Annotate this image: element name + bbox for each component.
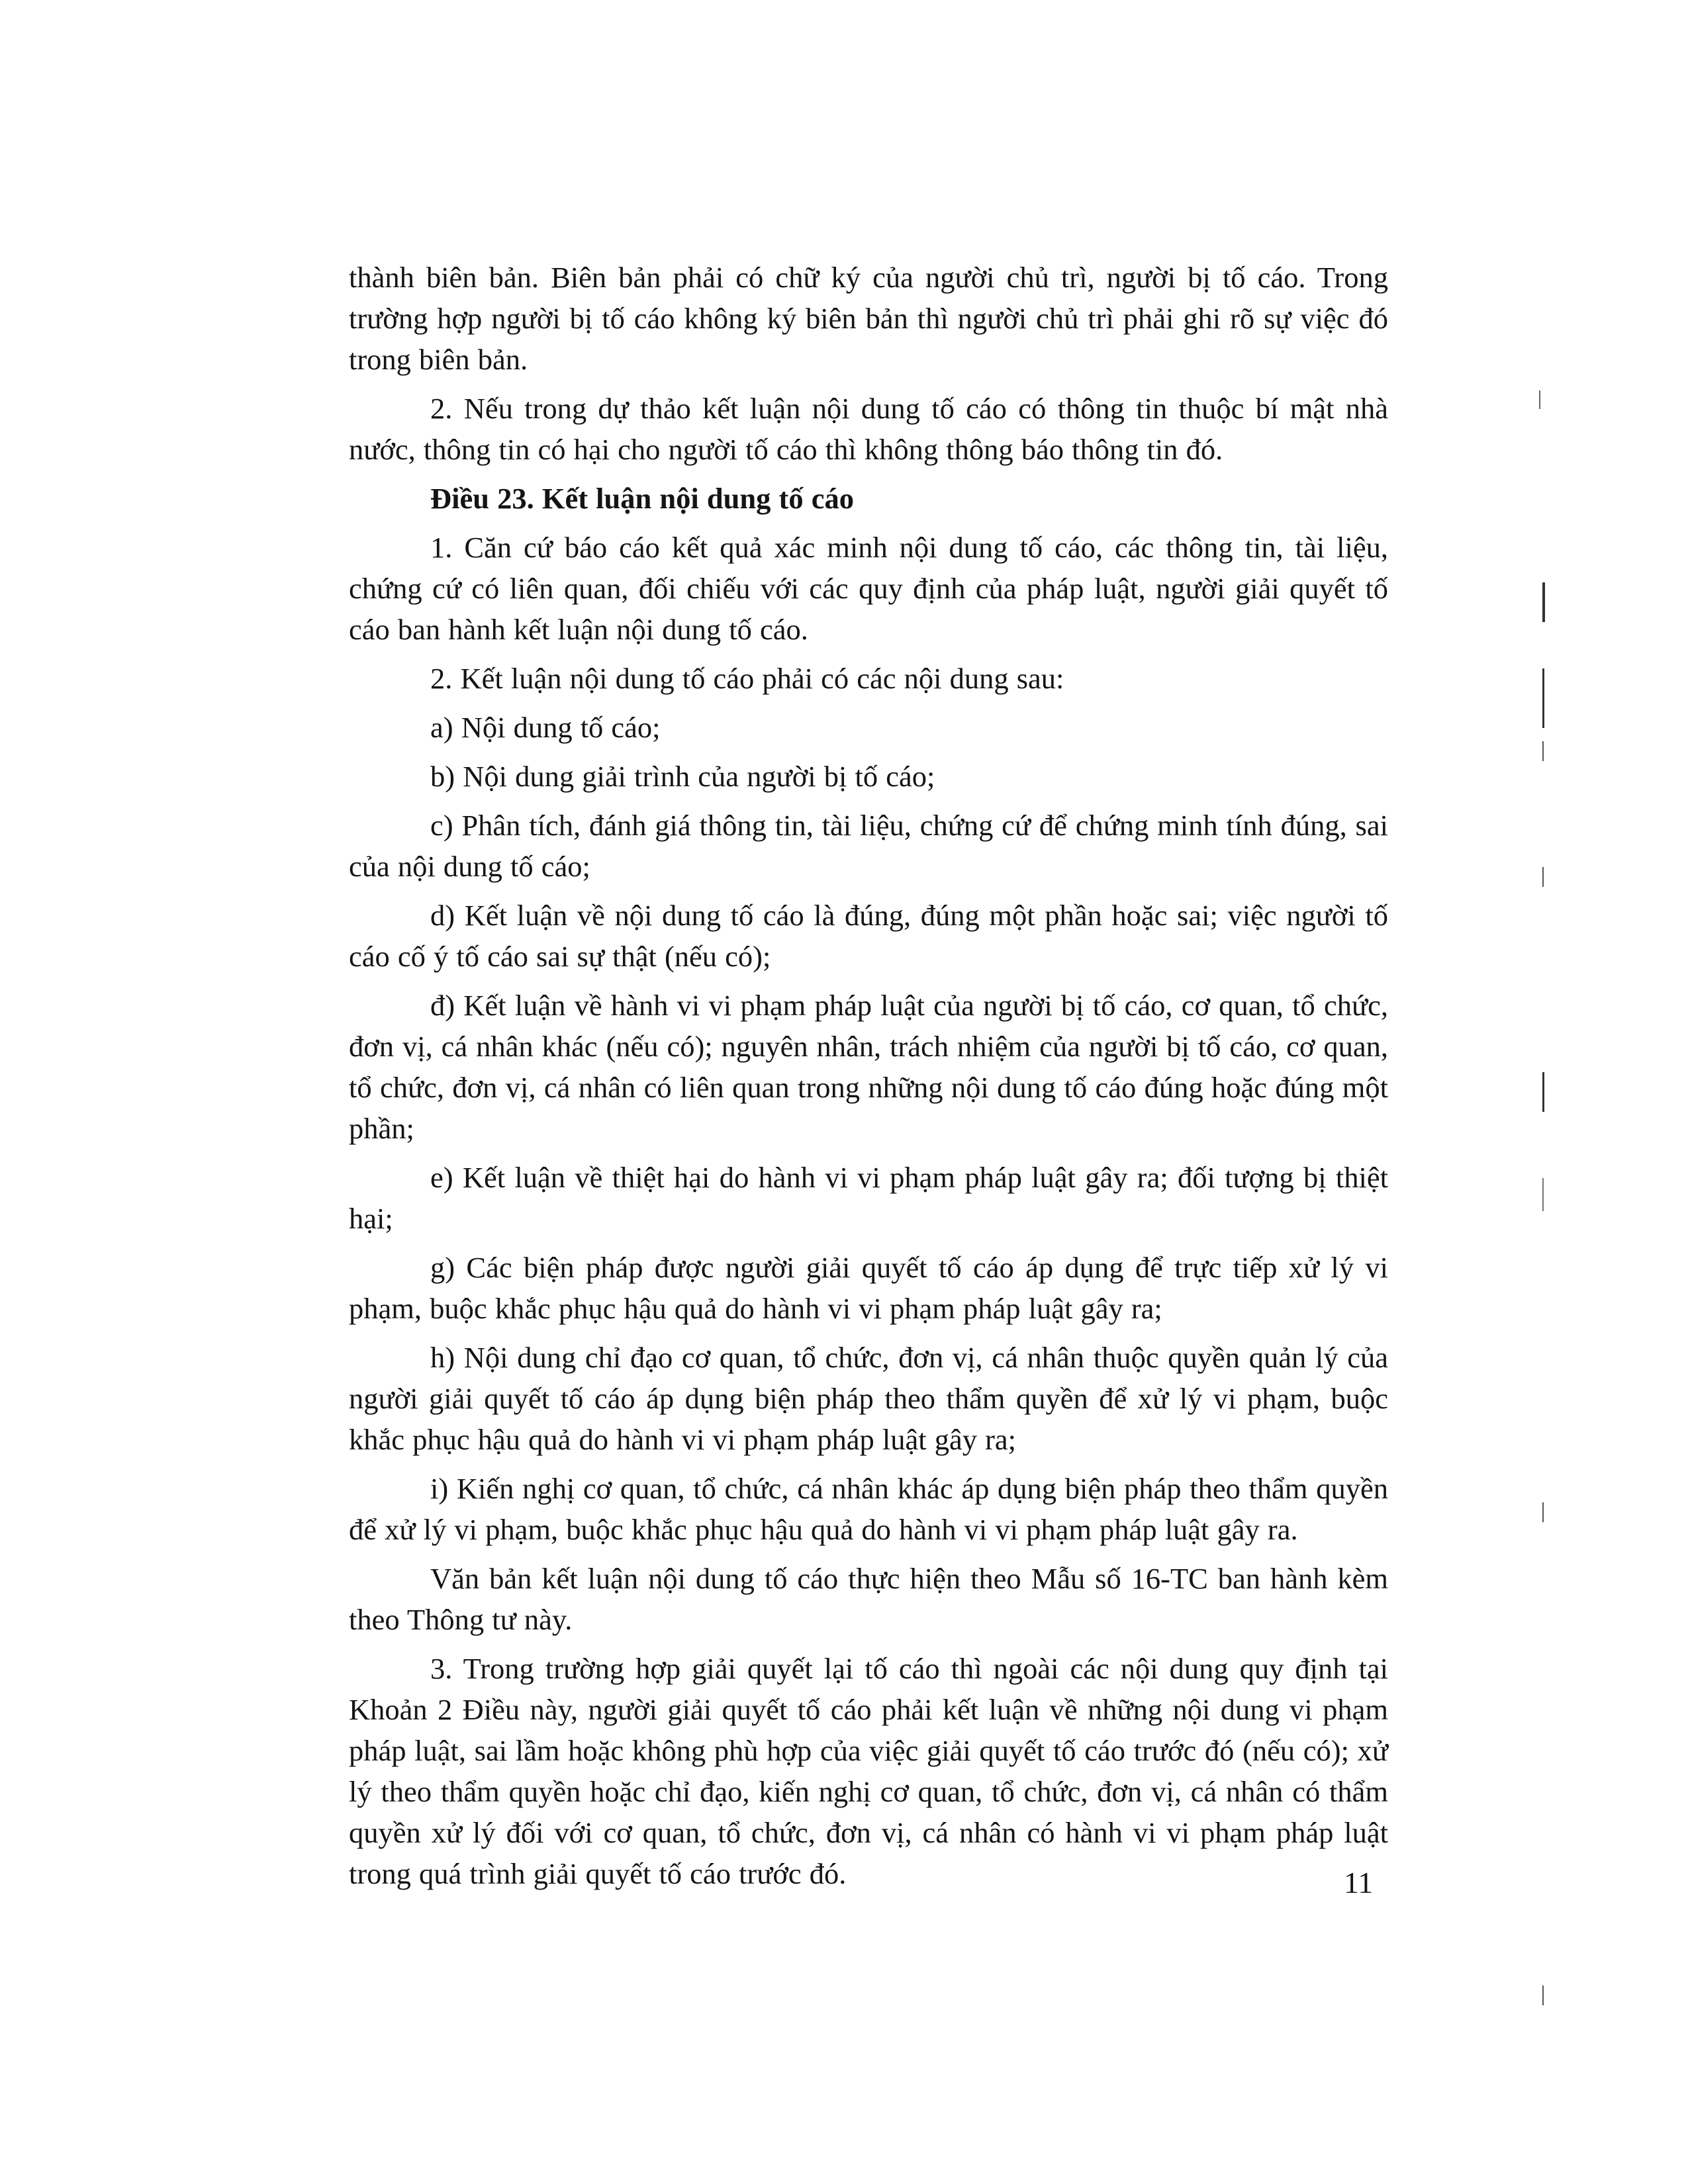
item-e: e) Kết luận về thiệt hại do hành vi vi phạm pháp luật gây ra; đối tượng bị thiệt hại; xyxy=(349,1161,1388,1235)
article-23-heading: Điều 23. Kết luận nội dung tố cáo xyxy=(430,482,854,515)
scan-artifact xyxy=(1542,1072,1544,1112)
scan-artifact xyxy=(1542,1985,1544,2005)
item-h: h) Nội dung chỉ đạo cơ quan, tổ chức, đơn vị, cá nhân thuộc quyền quản lý của người giải quyết tố cáo áp dụng biện pháp theo thẩm quyền để xử lý vi phạm, buộc khắc phục hậu quả do hành vi vi phạm pháp luật gây ra; xyxy=(349,1341,1388,1456)
item-c: c) Phân tích, đánh giá thông tin, tài liệu, chứng cứ để chứng minh tính đúng, sai của nội dung tố cáo; xyxy=(349,809,1388,883)
paragraph-state-secret: 2. Nếu trong dự thảo kết luận nội dung tố cáo có thông tin thuộc bí mật nhà nước, thông tin có hại cho người tố cáo thì không thông báo thông tin đó. xyxy=(349,392,1388,466)
document-body xyxy=(349,257,1388,1902)
item-b: b) Nội dung giải trình của người bị tố cáo; xyxy=(430,760,935,793)
item-dd: đ) Kết luận về hành vi vi phạm pháp luật của người bị tố cáo, cơ quan, tổ chức, đơn vị, cá nhân khác (nếu có); nguyên nhân, trách nhiệm của người bị tố cáo, cơ quan, tổ chức, đơn vị, cá nhân có liên quan trong những nội dung tố cáo đúng hoặc đúng một phần; xyxy=(349,989,1388,1145)
scan-artifact xyxy=(1542,867,1544,887)
scan-artifact xyxy=(1542,1178,1544,1211)
item-i: i) Kiến nghị cơ quan, tổ chức, cá nhân khác áp dụng biện pháp theo thẩm quyền để xử lý vi phạm, buộc khắc phục hậu quả do hành vi vi phạm pháp luật gây ra. xyxy=(349,1472,1388,1546)
item-a: a) Nội dung tố cáo; xyxy=(430,711,661,744)
clause-1: 1. Căn cứ báo cáo kết quả xác minh nội dung tố cáo, các thông tin, tài liệu, chứng cứ có liên quan, đối chiếu với các quy định của pháp luật, người giải quyết tố cáo ban hành kết luận nội dung tố cáo. xyxy=(349,531,1388,646)
clause-3: 3. Trong trường hợp giải quyết lại tố cáo thì ngoài các nội dung quy định tại Khoản 2 Điều này, người giải quyết tố cáo phải kết luận về những nội dung vi phạm pháp luật, sai lầm hoặc không phù hợp của việc giải quyết tố cáo trước đó (nếu có); xử lý theo thẩm quyền hoặc chỉ đạo, kiến nghị cơ quan, tổ chức, đơn vị, cá nhân có thẩm quyền xử lý đối với cơ quan, tổ chức, đơn vị, cá nhân có hành vi vi phạm pháp luật trong quá trình giải quyết tố cáo trước đó. xyxy=(349,1652,1388,1890)
item-g: g) Các biện pháp được người giải quyết tố cáo áp dụng để trực tiếp xử lý vi phạm, buộc khắc phục hậu quả do hành vi vi phạm pháp luật gây ra; xyxy=(349,1251,1388,1325)
scan-artifact xyxy=(1542,1502,1544,1522)
paragraph-record-signature: thành biên bản. Biên bản phải có chữ ký của người chủ trì, người bị tố cáo. Trong trường hợp người bị tố cáo không ký biên bản thì người chủ trì phải ghi rõ sự việc đó trong biên bản. xyxy=(349,261,1388,376)
scan-artifact xyxy=(1542,668,1544,728)
clause-2: 2. Kết luận nội dung tố cáo phải có các nội dung sau: xyxy=(430,662,1064,695)
scan-artifact xyxy=(1542,741,1544,761)
page-number: 11 xyxy=(1344,1866,1374,1899)
scan-artifact xyxy=(1542,582,1545,622)
scan-artifact xyxy=(1539,390,1540,409)
template-reference: Văn bản kết luận nội dung tố cáo thực hiện theo Mẫu số 16-TC ban hành kèm theo Thông tư này. xyxy=(349,1562,1388,1636)
item-d: d) Kết luận về nội dung tố cáo là đúng, đúng một phần hoặc sai; việc người tố cáo cố ý tố cáo sai sự thật (nếu có); xyxy=(349,899,1388,973)
